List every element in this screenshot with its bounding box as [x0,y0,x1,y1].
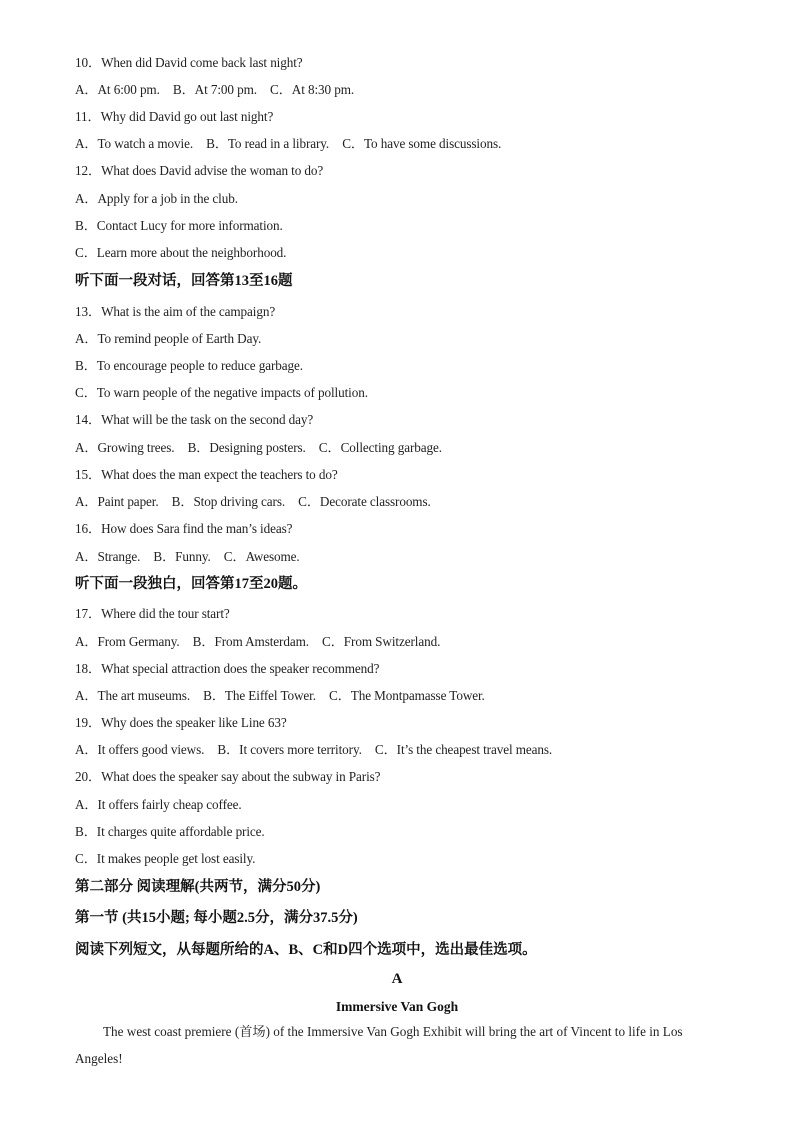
part-two-heading: 第二部分 阅读理解(共两节，满分50分) [75,879,321,895]
question-12: 12．What does David advise the woman to do? [75,163,324,178]
question-16-options: A．Strange. B．Funny. C．Awesome. [75,549,300,564]
question-12-option-b: B．Contact Lucy for more information. [75,218,283,233]
question-17: 17．Where did the tour start? [75,606,230,621]
question-18: 18．What special attraction does the speaker recommend? [75,661,380,676]
question-20-option-a: A．It offers fairly cheap coffee. [75,797,242,812]
question-11: 11．Why did David go out last night? [75,109,274,124]
question-19-options: A．It offers good views. B．It covers more territory. C．It’s the cheapest travel means. [75,742,553,757]
question-20-option-b: B．It charges quite affordable price. [75,824,265,839]
passage-title: Immersive Van Gogh [335,999,459,1014]
section-one-heading: 第一节 (共15小题; 每小题2.5分，满分37.5分) [75,910,358,926]
question-13-option-b: B．To encourage people to reduce garbage. [75,358,303,373]
section-heading-17-20: 听下面一段独白，回答第17至20题。 [75,576,307,592]
question-19: 19．Why does the speaker like Line 63? [75,715,287,730]
question-20-option-c: C．It makes people get lost easily. [75,851,256,866]
question-13-option-c: C．To warn people of the negative impacts of pollution. [75,385,368,400]
section-letter: A [391,971,403,987]
passage-paragraph: The west coast premiere (首场) of the Immersive Van Gogh Exhibit will bring the art of Vincent to life in Los Angeles! [75,1024,683,1066]
section-heading-13-16: 听下面一段对话，回答第13至16题 [75,273,293,289]
question-13: 13．What is the aim of the campaign? [75,304,276,319]
question-17-options: A．From Germany. B．From Amsterdam. C．From Switzerland. [75,634,441,649]
question-18-options: A．The art museums. B．The Eiffel Tower. C．The Montpamasse Tower. [75,688,485,703]
question-12-option-a: A．Apply for a job in the club. [75,191,238,206]
question-15-options: A．Paint paper. B．Stop driving cars. C．Decorate classrooms. [75,494,431,509]
question-13-option-a: A．To remind people of Earth Day. [75,331,262,346]
question-20: 20．What does the speaker say about the subway in Paris? [75,769,381,784]
question-14: 14．What will be the task on the second day? [75,412,314,427]
question-10-options: A．At 6:00 pm. B．At 7:00 pm. C．At 8:30 pm. [75,82,355,97]
question-14-options: A．Growing trees. B．Designing posters. C．Collecting garbage. [75,440,442,455]
question-15: 15．What does the man expect the teachers to do? [75,467,338,482]
question-12-option-c: C．Learn more about the neighborhood. [75,245,287,260]
question-11-options: A．To watch a movie. B．To read in a library. C．To have some discussions. [75,136,502,151]
question-10: 10．When did David come back last night? [75,55,303,70]
question-16: 16．How does Sara find the man’s ideas? [75,521,293,536]
reading-instructions: 阅读下列短文，从每题所给的A、B、C和D四个选项中，选出最佳选项。 [75,942,537,958]
